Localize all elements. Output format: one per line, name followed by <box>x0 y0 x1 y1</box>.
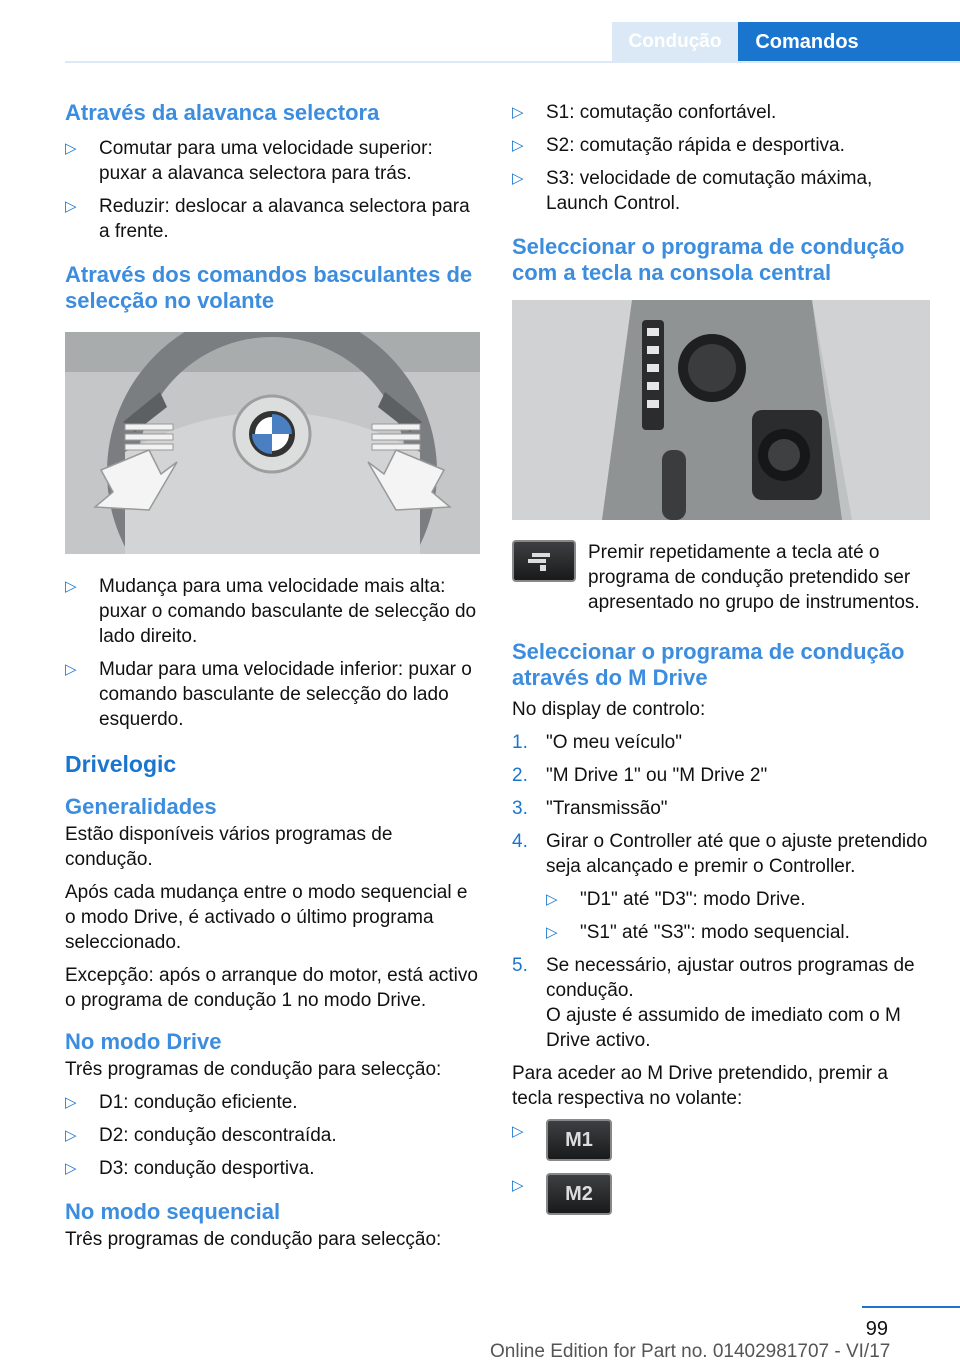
bullet-triangle-icon: ▷ <box>65 1094 77 1111</box>
bullet-triangle-icon: ▷ <box>65 140 77 157</box>
mdrive-intro: No display de controlo: <box>512 699 706 720</box>
list-item: ▷ Mudar para uma velocidade inferior: puxar o comando basculante de selecção do lado esquerdo. <box>65 659 472 730</box>
heading-paddles: Através dos comandos basculantes de selecção no volante <box>65 262 473 313</box>
section-tab: Condução <box>612 22 738 62</box>
edition-note: Online Edition for Part no. 01402981707 - VI/17 <box>490 1341 891 1362</box>
bullet-triangle-icon: ▷ <box>546 924 558 941</box>
chapter-tab: Comandos <box>738 22 960 62</box>
heading-drivelogic: Drivelogic <box>65 751 177 777</box>
list-item <box>512 1173 930 1213</box>
center-console-illustration <box>512 300 930 520</box>
heading-selector: Através da alavanca selectora <box>65 100 380 125</box>
bullet-triangle-icon: ▷ <box>512 170 524 187</box>
mode-sublist <box>546 887 930 945</box>
selector-list <box>65 136 480 244</box>
drive-intro: Três programas de condução para selecção: <box>65 1059 442 1080</box>
bullet-triangle-icon: ▷ <box>65 1127 77 1144</box>
right-column <box>512 100 930 1231</box>
step-item: 2. "M Drive 1" ou "M Drive 2" <box>512 765 768 786</box>
bullet-triangle-icon: ▷ <box>65 578 77 595</box>
list-item: ▷ "S1" até "S3": modo sequencial. <box>546 922 850 943</box>
bullet-triangle-icon: ▷ <box>546 891 558 908</box>
console-key-row <box>512 540 930 615</box>
list-item: ▷ D3: condução desportiva. <box>65 1158 315 1179</box>
m1-button[interactable]: M1 <box>546 1119 612 1161</box>
seq-intro: Três programas de condução para selecção: <box>65 1229 442 1250</box>
paddle-list <box>65 574 480 732</box>
general-paragraph-1: Estão disponíveis vários programas de condução. <box>65 824 393 870</box>
mdrive-steps-cont <box>512 953 930 1053</box>
bullet-triangle-icon: ▷ <box>65 661 77 678</box>
list-item: ▷ "D1" até "D3": modo Drive. <box>546 889 806 910</box>
header-rule <box>65 61 960 63</box>
bullet-triangle-icon: ▷ <box>512 104 524 121</box>
drivelogic-key-icon <box>512 540 576 582</box>
access-text: Para aceder ao M Drive pretendido, premir a tecla respectiva no volante: <box>512 1063 888 1109</box>
heading-general: Generalidades <box>65 794 217 819</box>
general-paragraph-3: Excepção: após o arranque do motor, está activo o programa de condução 1 no modo Drive. <box>65 965 478 1011</box>
step-item: 4. Girar o Controller até que o ajuste pretendido seja alcançado e premir o Controller. <box>512 831 928 877</box>
step-item: 1. "O meu veículo" <box>512 732 682 753</box>
heading-console: Seleccionar o programa de condução com a tecla na consola central <box>512 234 905 285</box>
heading-mdrive: Seleccionar o programa de condução através do M Drive <box>512 639 905 690</box>
list-item: ▷ S3: velocidade de comutação máxima, Launch Control. <box>512 168 873 214</box>
list-item: ▷ S1: comutação confortável. <box>512 102 777 123</box>
bullet-triangle-icon: ▷ <box>65 198 77 215</box>
m2-button[interactable]: M2 <box>546 1173 612 1215</box>
list-item: ▷ S2: comutação rápida e desportiva. <box>512 135 845 156</box>
bullet-triangle-icon: ▷ <box>512 1177 524 1194</box>
list-item <box>512 1119 930 1159</box>
steering-wheel-illustration <box>65 332 480 554</box>
mdrive-buttons <box>512 1119 930 1213</box>
drive-list <box>65 1090 480 1181</box>
center-console-photo <box>512 300 930 520</box>
seq-list <box>512 100 930 216</box>
list-item: ▷ D2: condução descontraída. <box>65 1125 337 1146</box>
mdrive-steps <box>512 730 930 879</box>
console-instruction-start: Premir repetidamente a tecla até o programa de condução pretendido ser apresentado no grupo de instrumentos. <box>588 542 920 613</box>
heading-sequential-mode: No modo sequencial <box>65 1199 281 1224</box>
step-item: 5. Se necessário, ajustar outros programas de condução. O ajuste é assumido de imediato com o M Drive activo. <box>512 955 915 1051</box>
bullet-triangle-icon: ▷ <box>65 1160 77 1177</box>
list-item: ▷ Comutar para uma velocidade superior: puxar a alavanca selectora para trás. <box>65 138 433 184</box>
general-paragraph-2: Após cada mudança entre o modo sequencial e o modo Drive, é activado o último programa seleccionado. <box>65 882 468 953</box>
drivelogic-glyph-icon <box>524 549 564 573</box>
steering-wheel-photo <box>65 332 480 554</box>
footer-rule <box>862 1306 960 1308</box>
heading-drive-mode: No modo Drive <box>65 1029 222 1054</box>
bullet-triangle-icon: ▷ <box>512 137 524 154</box>
list-item: ▷ Reduzir: deslocar a alavanca selectora para a frente. <box>65 196 470 242</box>
bullet-triangle-icon: ▷ <box>512 1123 524 1140</box>
step-item: 3. "Transmissão" <box>512 798 668 819</box>
page-header <box>612 22 960 62</box>
list-item: ▷ D1: condução eficiente. <box>65 1092 298 1113</box>
page-number: 99 <box>865 1318 888 1340</box>
left-column <box>65 100 480 1260</box>
list-item: ▷ Mudança para uma velocidade mais alta: puxar o comando basculante de selecção do lado direito. <box>65 576 477 647</box>
